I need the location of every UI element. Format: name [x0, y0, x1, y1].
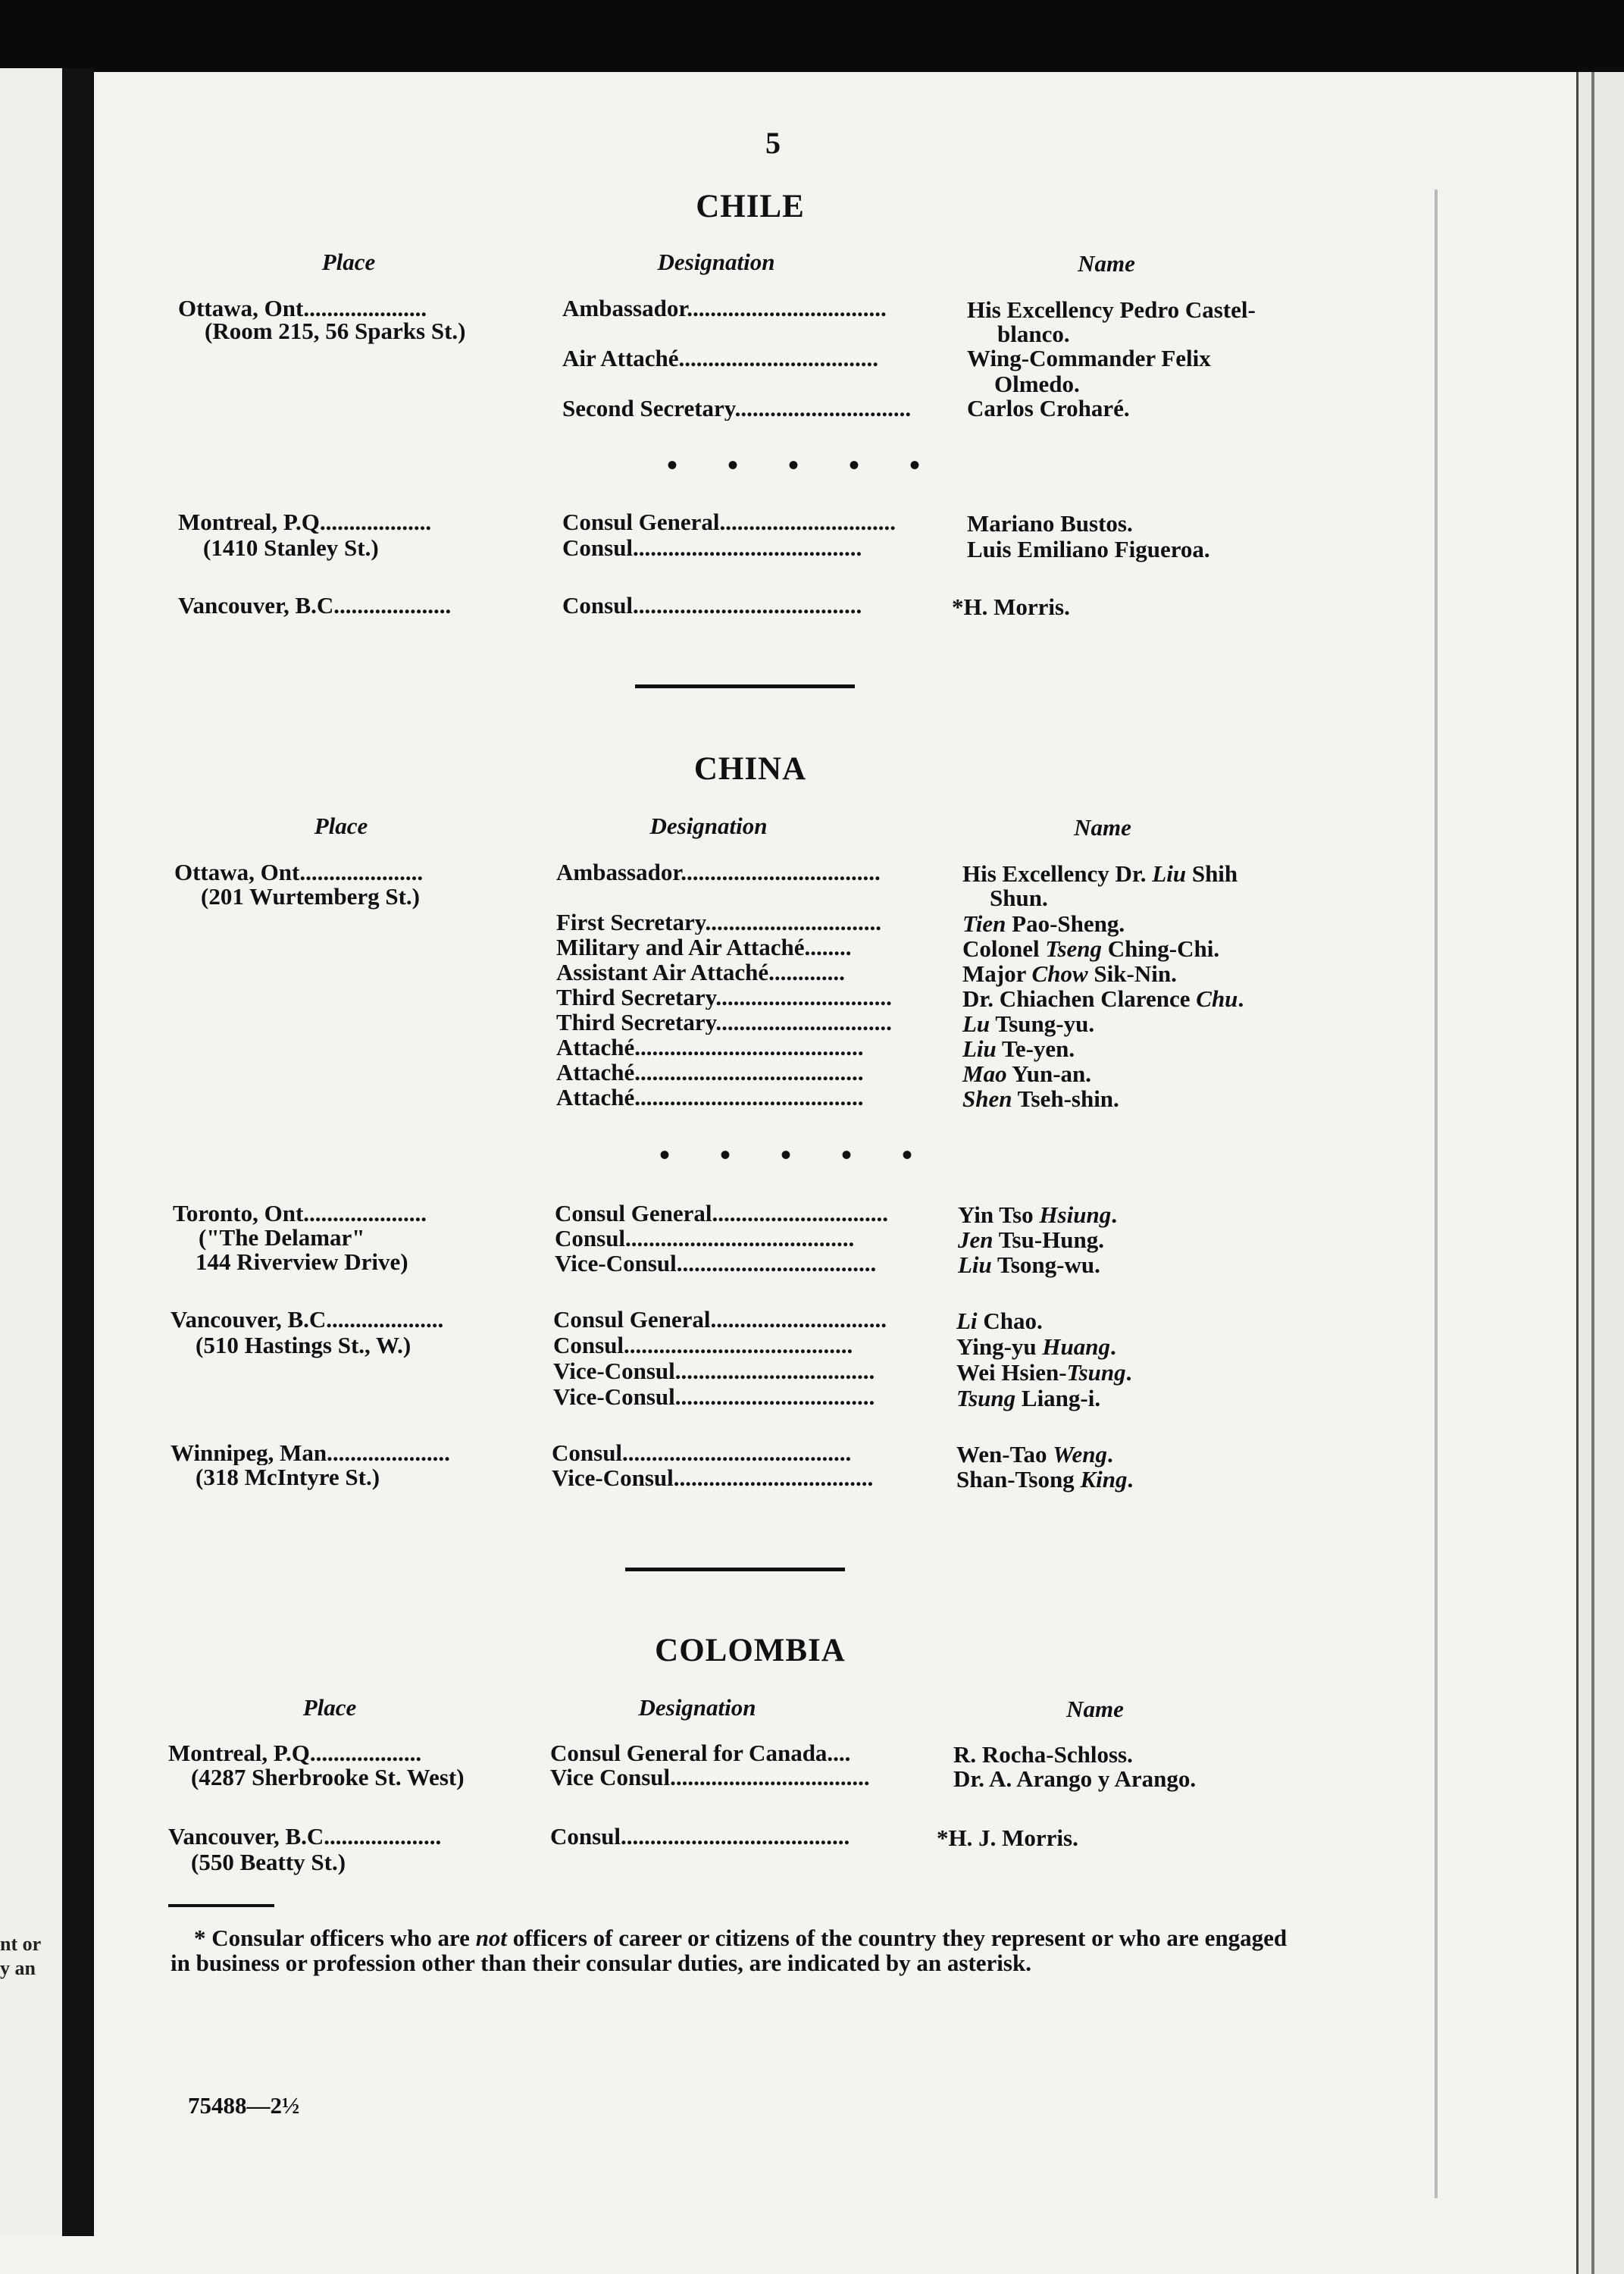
name-part: Tsung-yu.	[990, 1010, 1095, 1037]
column-header-name: Name	[1078, 250, 1135, 277]
designation-cell: Ambassador..................................	[562, 296, 887, 321]
name-surname: King	[1080, 1466, 1128, 1493]
name-part: Tsu-Hung.	[993, 1226, 1104, 1253]
designation-cell: Second Secretary..............................	[562, 396, 912, 421]
name-part: Wei Hsien-	[956, 1359, 1067, 1386]
name-part: Pao-Sheng.	[1006, 910, 1125, 937]
designation-cell: Military and Air Attaché........	[556, 935, 852, 960]
name-cell	[962, 1011, 1356, 1036]
name-surname: Chow	[1031, 960, 1088, 987]
designation-cell: Consul.......................................	[562, 535, 862, 560]
name-part: Major	[962, 960, 1032, 987]
footnote	[171, 1925, 1307, 1975]
name-cell	[958, 1252, 1352, 1277]
place-cell: Montreal, P.Q...................	[168, 1740, 422, 1765]
name-part: Yin Tso	[958, 1201, 1040, 1228]
column-header-place: Place	[321, 249, 376, 275]
name-part: .	[1238, 985, 1244, 1012]
name-cell	[956, 1360, 1350, 1385]
name-cell: Luis Emiliano Figueroa.	[967, 536, 1210, 562]
name-continuation: Shun.	[990, 885, 1048, 911]
name-part: Colonel	[962, 935, 1046, 962]
name-cell	[956, 1334, 1350, 1359]
name-part: .	[1110, 1333, 1116, 1360]
name-cell	[956, 1467, 1350, 1492]
name-cell	[962, 861, 1356, 886]
section-title-china: CHINA	[693, 751, 807, 787]
footnote-text-emphasis: not	[475, 1925, 508, 1951]
designation-cell: First Secretary..............................	[556, 910, 882, 935]
name-surname: Liu	[1152, 860, 1187, 887]
previous-page-edge	[0, 68, 62, 2236]
name-cell	[962, 911, 1356, 936]
designation-cell: Consul.......................................	[555, 1226, 855, 1251]
place-cell: Montreal, P.Q...................	[178, 509, 432, 534]
name-cell: *H. Morris.	[952, 594, 1070, 620]
designation-cell: Consul.......................................	[550, 1824, 850, 1849]
name-cell	[962, 936, 1356, 961]
name-cell: Wing-Commander Felix	[967, 345, 1211, 371]
name-cell	[958, 1202, 1352, 1227]
name-surname: Tsung	[956, 1385, 1016, 1411]
name-cell: R. Rocha-Schloss.	[953, 1741, 1133, 1768]
name-part: .	[1111, 1201, 1117, 1228]
name-part: Wen-Tao	[956, 1441, 1053, 1467]
designation-cell: Attaché.......................................	[556, 1035, 864, 1060]
name-surname: Jen	[958, 1226, 993, 1253]
name-part: .	[1106, 1441, 1113, 1467]
name-cell: *H. J. Morris.	[937, 1825, 1078, 1851]
name-surname: Tseng	[1045, 935, 1103, 962]
name-surname: Hsiung	[1039, 1201, 1112, 1228]
designation-cell: Assistant Air Attaché.............	[556, 960, 845, 985]
name-cell	[958, 1227, 1352, 1252]
place-cell: Ottawa, Ont.....................	[174, 860, 424, 885]
footnote-rule	[168, 1904, 274, 1907]
designation-cell: Attaché.......................................	[556, 1085, 864, 1110]
place-cell: Vancouver, B.C....................	[168, 1824, 442, 1849]
designation-cell: Consul.......................................	[562, 593, 862, 618]
name-surname: Lu	[962, 1010, 990, 1037]
name-surname: Tsung	[1066, 1359, 1126, 1386]
footnote-text-post: officers of career or citizens of the country they represent or who are engaged in business or profession other than their consular duties, are indicated by an asterisk.	[171, 1925, 1288, 1976]
place-address: (318 McIntyre St.)	[196, 1464, 380, 1490]
place-cell: Vancouver, B.C....................	[171, 1307, 444, 1332]
designation-cell: Vice-Consul..................................	[555, 1251, 877, 1276]
name-part: Tsong-wu.	[991, 1251, 1100, 1278]
name-cell	[962, 986, 1356, 1011]
margin-note: y an	[0, 1957, 36, 1979]
name-cell	[962, 1061, 1356, 1086]
name-surname: Shen	[962, 1085, 1012, 1112]
name-cell	[956, 1442, 1350, 1467]
page-stack-edge	[1576, 72, 1624, 2274]
column-header-designation: Designation	[638, 1694, 756, 1721]
name-cell: His Excellency Pedro Castel-	[967, 296, 1256, 323]
section-rule	[635, 684, 855, 688]
name-surname: Liu	[962, 1035, 997, 1062]
place-address: (1410 Stanley St.)	[203, 534, 379, 561]
scan-top-border	[0, 0, 1624, 72]
name-surname: Chu	[1196, 985, 1238, 1012]
name-cell	[962, 1036, 1356, 1061]
section-separator-dots: • • • • •	[659, 1138, 934, 1172]
column-header-place: Place	[314, 813, 368, 839]
designation-cell: Consul General..............................	[562, 509, 896, 534]
name-cell	[956, 1308, 1350, 1333]
print-code: 75488—2½	[188, 2092, 300, 2119]
place-address: ("The Delamar"	[199, 1224, 365, 1251]
name-surname: Weng	[1053, 1441, 1107, 1467]
designation-cell: Ambassador..................................	[556, 860, 881, 885]
name-part: Chao.	[977, 1308, 1043, 1334]
place-address: (Room 215, 56 Sparks St.)	[205, 318, 466, 344]
designation-cell: Air Attaché..................................	[562, 346, 879, 371]
name-surname: Liu	[958, 1251, 992, 1278]
section-title-chile: CHILE	[696, 189, 805, 224]
designation-cell: Attaché.......................................	[556, 1060, 864, 1085]
page-fold-line	[1435, 190, 1438, 2198]
name-part: Sik-Nin.	[1087, 960, 1177, 987]
name-surname: Mao	[962, 1060, 1007, 1087]
column-header-name: Name	[1066, 1696, 1124, 1722]
designation-cell: Third Secretary..............................	[556, 1010, 892, 1035]
place-address: (4287 Sherbrooke St. West)	[191, 1764, 465, 1790]
name-part: Ying-yu	[956, 1333, 1043, 1360]
column-header-designation: Designation	[657, 249, 775, 275]
designation-cell: Consul.......................................	[553, 1333, 853, 1358]
name-cell: Mariano Bustos.	[967, 510, 1133, 537]
name-surname: Huang	[1042, 1333, 1111, 1360]
designation-cell: Vice-Consul..................................	[553, 1358, 875, 1383]
place-address: (550 Beatty St.)	[191, 1849, 346, 1875]
designation-cell: Third Secretary..............................	[556, 985, 892, 1010]
book-gutter-shadow	[62, 68, 94, 2236]
name-part: Dr. Chiachen Clarence	[962, 985, 1197, 1012]
column-header-place: Place	[302, 1694, 357, 1721]
name-continuation: blanco.	[997, 321, 1070, 347]
name-surname: Li	[956, 1308, 978, 1334]
designation-cell: Vice-Consul..................................	[552, 1465, 874, 1490]
designation-cell: Consul.......................................	[552, 1440, 852, 1465]
designation-cell: Consul General..............................	[553, 1307, 887, 1332]
name-part: .	[1125, 1359, 1132, 1386]
name-part: Yun-an.	[1006, 1060, 1092, 1087]
name-part: Ching-Chi.	[1102, 935, 1220, 962]
designation-cell: Consul General..............................	[555, 1201, 889, 1226]
section-title-colombia: COLOMBIA	[655, 1633, 846, 1668]
name-cell: Dr. A. Arango y Arango.	[953, 1765, 1197, 1792]
name-part: Shan-Tsong	[956, 1466, 1081, 1493]
section-rule	[625, 1568, 845, 1571]
column-header-designation: Designation	[649, 813, 768, 839]
name-part: His Excellency Dr.	[962, 860, 1153, 887]
name-part: Te-yen.	[996, 1035, 1075, 1062]
page-stack-line	[1591, 72, 1594, 2274]
place-address: (510 Hastings St., W.)	[196, 1332, 411, 1358]
footnote-text-pre: * Consular officers who are	[194, 1925, 476, 1951]
designation-cell: Vice Consul..................................	[550, 1765, 870, 1790]
section-separator-dots: • • • • •	[667, 448, 942, 482]
name-surname: Tien	[962, 910, 1006, 937]
name-continuation: Olmedo.	[994, 371, 1080, 397]
name-cell	[962, 1086, 1356, 1111]
name-cell	[956, 1386, 1350, 1411]
page-number: 5	[765, 126, 781, 160]
designation-cell: Consul General for Canada....	[550, 1740, 851, 1765]
name-part: Liang-i.	[1015, 1385, 1101, 1411]
margin-note: nt or	[0, 1933, 42, 1955]
place-address: (201 Wurtemberg St.)	[201, 883, 421, 910]
name-part: Tseh-shin.	[1012, 1085, 1119, 1112]
place-cell: Winnipeg, Man.....................	[171, 1440, 450, 1465]
name-cell	[962, 961, 1356, 986]
place-address: 144 Riverview Drive)	[196, 1248, 408, 1275]
place-cell: Toronto, Ont.....................	[173, 1201, 427, 1226]
designation-cell: Vice-Consul..................................	[553, 1384, 875, 1409]
place-cell: Ottawa, Ont.....................	[178, 296, 427, 321]
place-cell: Vancouver, B.C....................	[178, 593, 452, 618]
name-cell: Carlos Croharé.	[967, 395, 1130, 421]
name-part: Shih	[1186, 860, 1238, 887]
name-part: .	[1127, 1466, 1134, 1493]
column-header-name: Name	[1074, 814, 1131, 841]
